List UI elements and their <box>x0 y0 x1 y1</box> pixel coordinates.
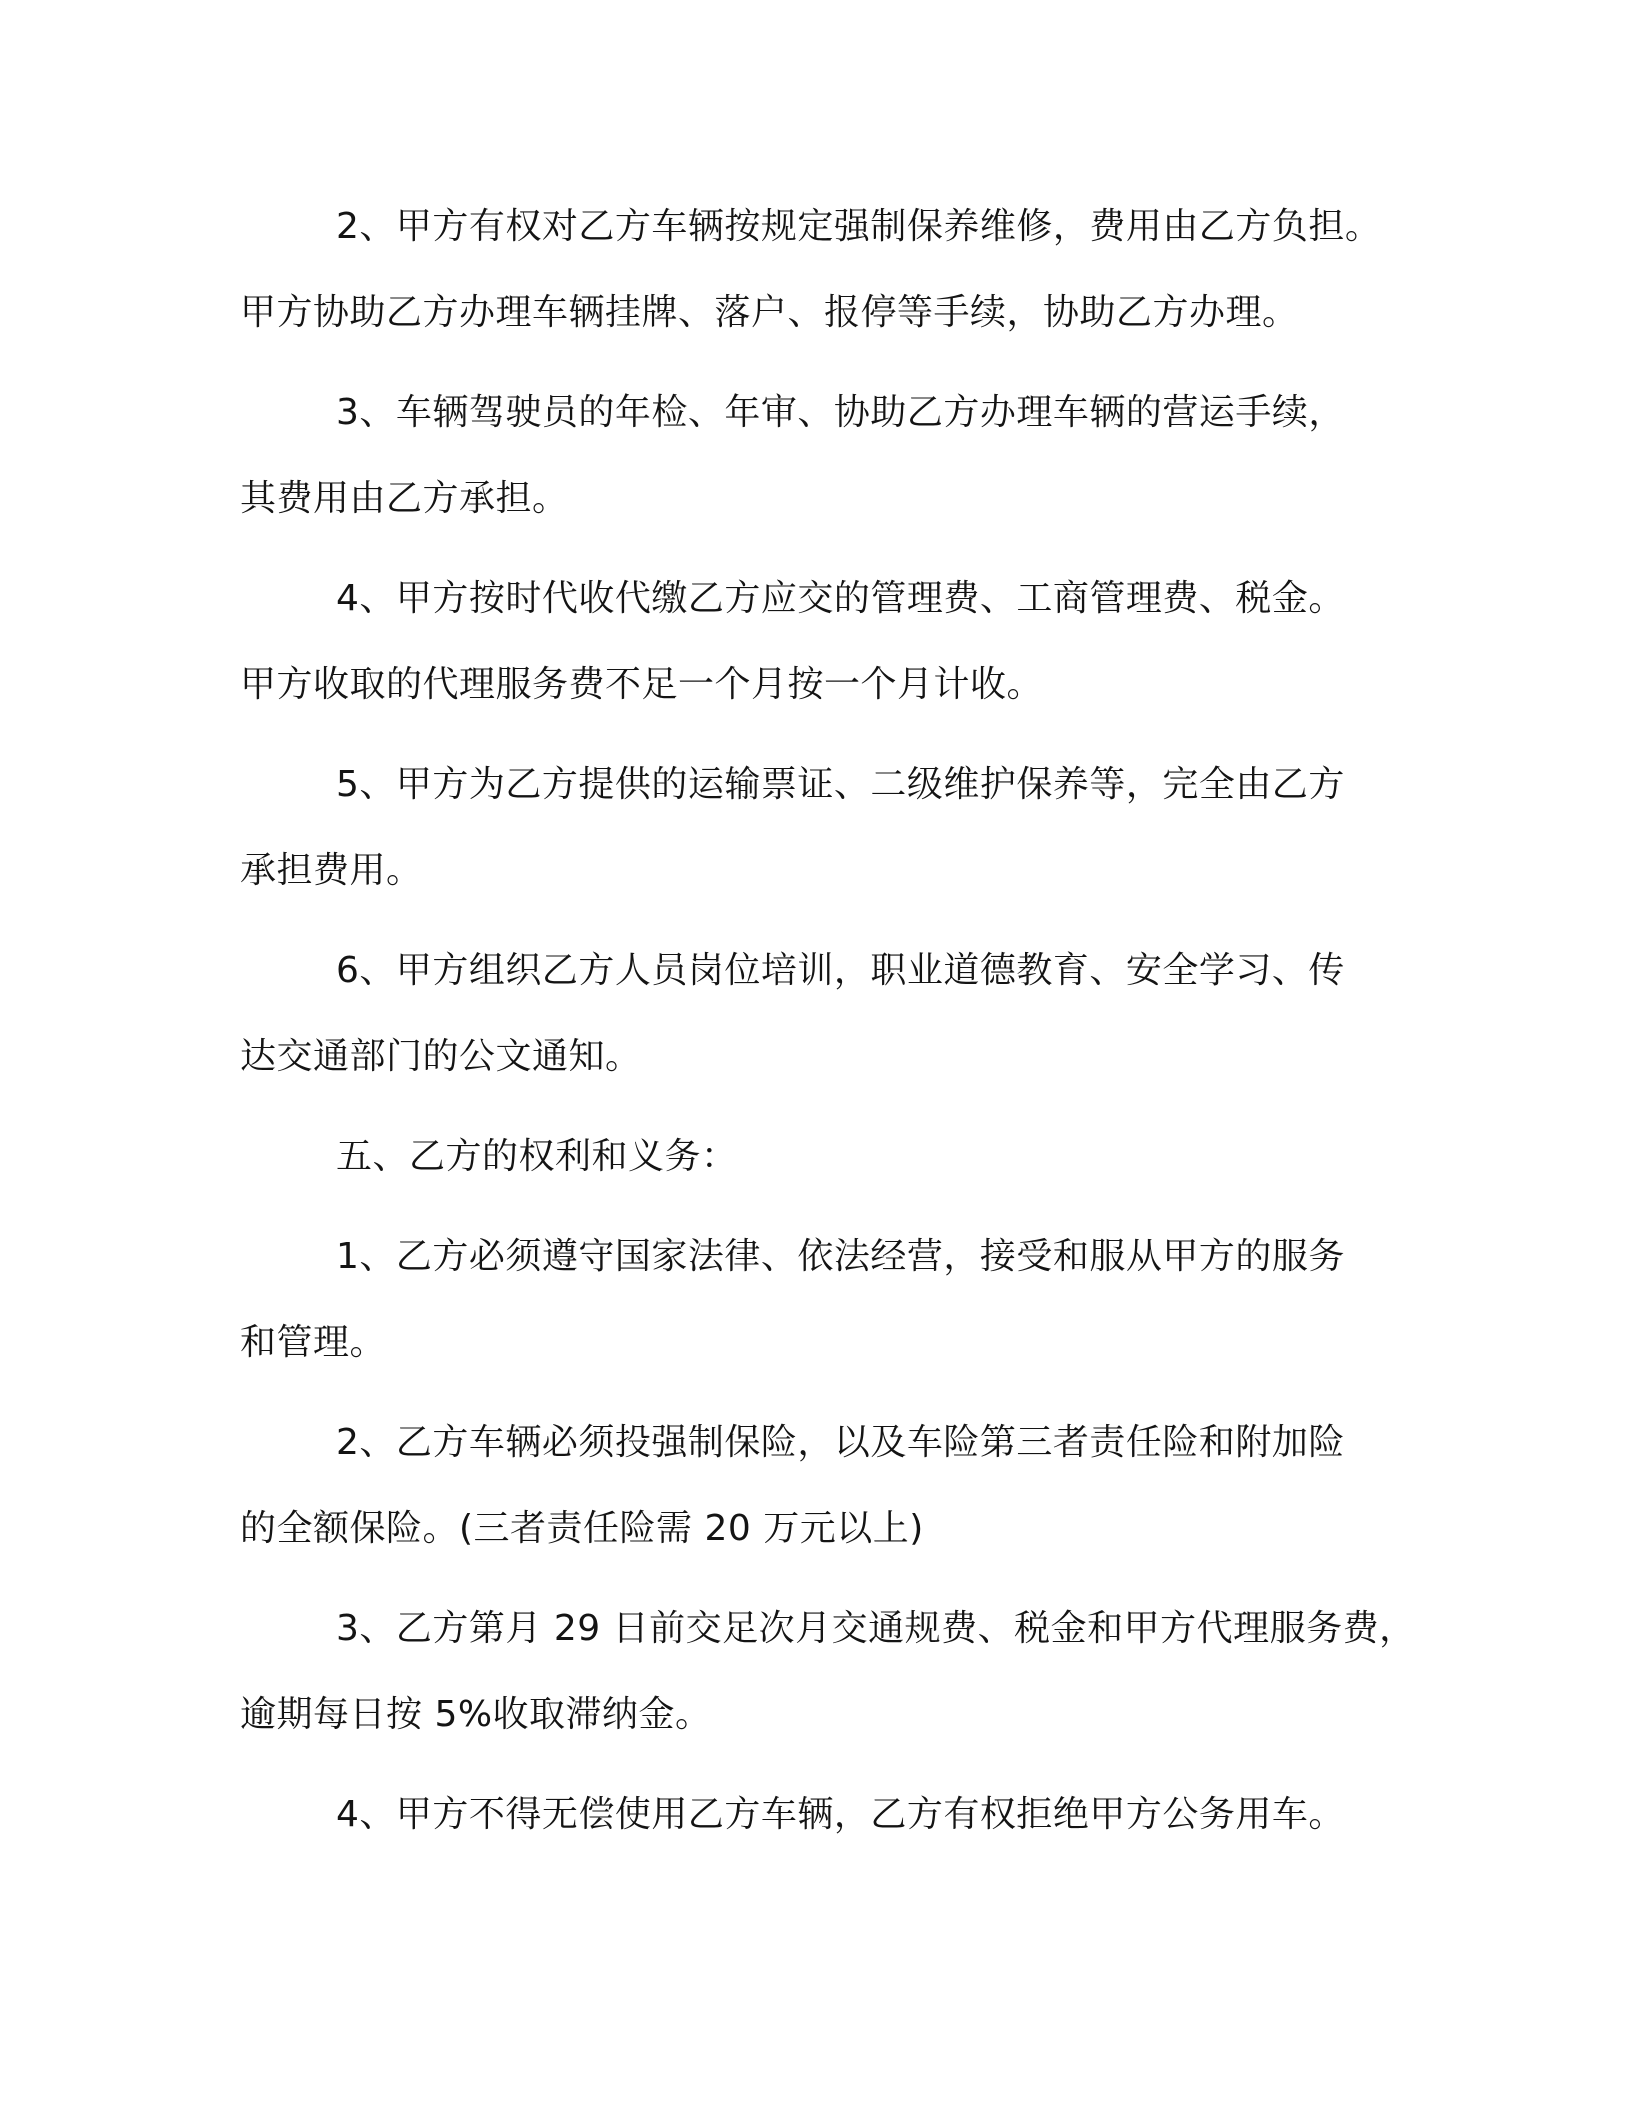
paragraph-line: 3、乙方第月 29 日前交足次月交通规费、税金和甲方代理服务费， <box>336 1608 1416 1649</box>
paragraph-line: 甲方收取的代理服务费不足一个月按一个月计收。 <box>240 664 1044 705</box>
paragraph-line: 逾期每日按 5%收取滞纳金。 <box>240 1694 712 1735</box>
heading-line: 五、乙方的权利和义务： <box>336 1136 738 1177</box>
section-heading <box>240 1114 1420 1200</box>
clause-paragraph <box>240 1586 1420 1758</box>
clause-paragraph <box>240 370 1420 542</box>
clause-paragraph <box>240 184 1420 356</box>
document-body <box>240 184 1420 1872</box>
clause-paragraph <box>240 742 1420 914</box>
paragraph-line: 4、甲方不得无偿使用乙方车辆，乙方有权拒绝甲方公务用车。 <box>336 1794 1345 1835</box>
paragraph-line: 2、甲方有权对乙方车辆按规定强制保养维修，费用由乙方负担。 <box>336 206 1382 247</box>
paragraph-line: 其费用由乙方承担。 <box>240 478 569 519</box>
paragraph-line: 6、甲方组织乙方人员岗位培训，职业道德教育、安全学习、传 <box>336 950 1345 991</box>
paragraph-line: 4、甲方按时代收代缴乙方应交的管理费、工商管理费、税金。 <box>336 578 1345 619</box>
paragraph-line: 5、甲方为乙方提供的运输票证、二级维护保养等，完全由乙方 <box>336 764 1345 805</box>
paragraph-line: 1、乙方必须遵守国家法律、依法经营，接受和服从甲方的服务 <box>336 1236 1345 1277</box>
paragraph-line: 3、车辆驾驶员的年检、年审、协助乙方办理车辆的营运手续， <box>336 392 1345 433</box>
clause-paragraph <box>240 928 1420 1100</box>
paragraph-line: 甲方协助乙方办理车辆挂牌、落户、报停等手续，协助乙方办理。 <box>240 292 1299 333</box>
clause-paragraph <box>240 1400 1420 1572</box>
paragraph-line: 达交通部门的公文通知。 <box>240 1036 642 1077</box>
paragraph-line: 和管理。 <box>240 1322 387 1363</box>
clause-paragraph <box>240 1214 1420 1386</box>
paragraph-line: 承担费用。 <box>240 850 423 891</box>
paragraph-line: 2、乙方车辆必须投强制保险，以及车险第三者责任险和附加险 <box>336 1422 1345 1463</box>
clause-paragraph <box>240 556 1420 728</box>
clause-paragraph <box>240 1772 1420 1858</box>
paragraph-line: 的全额保险。(三者责任险需 20 万元以上) <box>240 1508 924 1549</box>
